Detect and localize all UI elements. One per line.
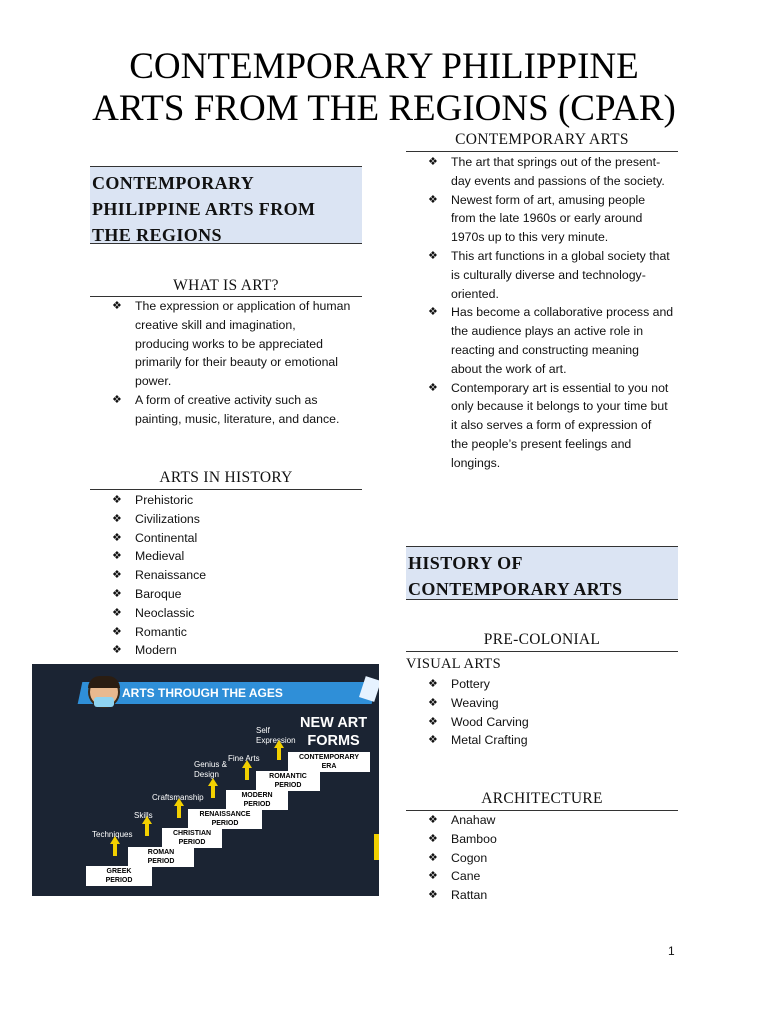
- period-label: PERIOD: [274, 781, 302, 789]
- diamond-bullet-icon: ❖: [428, 870, 438, 883]
- diamond-bullet-icon: ❖: [428, 193, 438, 206]
- list-item: ❖ Medieval: [90, 547, 370, 566]
- page-number: 1: [668, 944, 675, 958]
- up-arrow-icon: [142, 816, 152, 824]
- list-item: ❖ Has become a collaborative process and the audience plays an active role in reacting and constructing meaning about the work of art.: [428, 305, 674, 376]
- list-item: ❖ Contemporary art is essential to you not only because it belongs to your time but it also serves a form of expression of the people’s present feelings and longings.: [428, 380, 669, 470]
- diamond-bullet-icon: ❖: [112, 531, 122, 544]
- list-item: ❖ Weaving: [406, 694, 686, 713]
- list-item: ❖ Cane: [406, 867, 686, 886]
- skill-label: Genius & Design: [194, 760, 227, 779]
- list-item: ❖ Renaissance: [90, 566, 370, 585]
- up-arrow-icon: [110, 836, 120, 844]
- period-step: [162, 828, 222, 848]
- diamond-bullet-icon: ❖: [112, 569, 122, 582]
- architecture-heading: ARCHITECTURE: [481, 790, 603, 807]
- list-item: ❖ Bamboo: [406, 830, 686, 849]
- skill-label: Techniques: [92, 830, 133, 839]
- period-step: [226, 790, 288, 810]
- what-is-art-heading: WHAT IS ART?: [173, 277, 279, 294]
- divider: [90, 489, 362, 490]
- diamond-bullet-icon: ❖: [112, 494, 122, 506]
- right-banner-line: HISTORY OF: [408, 553, 523, 573]
- list-item: ❖ Continental: [90, 529, 370, 548]
- skill-label: Skills: [134, 811, 153, 820]
- list-item: ❖ Neoclassic: [90, 604, 370, 623]
- diamond-bullet-icon: ❖: [428, 381, 438, 394]
- up-arrow-shaft: [113, 844, 117, 856]
- diamond-bullet-icon: ❖: [428, 715, 438, 728]
- list-item: ❖ The expression or application of human creative skill and imagination, producing works to be appreciated primarily for their beauty or emotional power.: [112, 299, 351, 389]
- list-item: ❖ Romantic: [90, 623, 370, 642]
- period-step: [256, 771, 320, 791]
- period-step: [188, 809, 262, 829]
- list-item: ❖ Cogon: [406, 849, 686, 868]
- divider: [406, 151, 678, 152]
- visual-arts-label: VISUAL ARTS: [406, 656, 501, 672]
- pre-colonial-heading: PRE-COLONIAL: [483, 631, 601, 648]
- title-line-1: CONTEMPORARY PHILIPPINE: [129, 46, 639, 87]
- period-label: ERA: [321, 762, 337, 770]
- list-item: ❖ Civilizations: [90, 510, 370, 529]
- arts-through-the-ages-figure: [32, 664, 379, 896]
- skill-label: Self Expression: [256, 726, 296, 745]
- diamond-bullet-icon: ❖: [112, 300, 122, 312]
- up-arrow-shaft: [145, 824, 149, 836]
- diamond-bullet-icon: ❖: [428, 678, 438, 690]
- arts-in-history-list: [90, 491, 370, 660]
- period-label: PERIOD: [211, 819, 239, 827]
- diamond-bullet-icon: ❖: [428, 889, 438, 902]
- diamond-bullet-icon: ❖: [112, 550, 122, 563]
- new-art-forms-label: NEW ART FORMS: [300, 715, 368, 749]
- diamond-bullet-icon: ❖: [428, 814, 438, 826]
- avatar-mask-icon: [94, 697, 114, 707]
- period-step: [128, 847, 194, 867]
- period-label: PERIOD: [147, 857, 175, 865]
- left-banner-line: THE REGIONS: [92, 225, 222, 245]
- period-label: PERIOD: [105, 876, 133, 884]
- up-arrow-shaft: [211, 786, 215, 798]
- skill-label: Craftsmanship: [152, 793, 204, 802]
- diamond-bullet-icon: ❖: [112, 587, 122, 600]
- diamond-bullet-icon: ❖: [112, 644, 122, 657]
- right-banner-line: CONTEMPORARY ARTS: [408, 579, 623, 599]
- period-label: PERIOD: [243, 800, 271, 808]
- up-arrow-icon: [274, 740, 284, 748]
- list-item: ❖ Modern: [90, 641, 370, 660]
- arts-in-history-heading: ARTS IN HISTORY: [159, 469, 293, 486]
- diamond-bullet-icon: ❖: [112, 512, 122, 525]
- up-arrow-icon: [242, 760, 252, 768]
- diamond-bullet-icon: ❖: [428, 832, 438, 845]
- list-item: ❖ Metal Crafting: [406, 731, 686, 750]
- period-step: [288, 752, 370, 772]
- list-item: ❖ Wood Carving: [406, 713, 686, 732]
- contemporary-arts-list: [406, 153, 696, 473]
- what-is-art-list: [90, 297, 370, 429]
- diamond-bullet-icon: ❖: [112, 606, 122, 619]
- diamond-bullet-icon: ❖: [428, 851, 438, 864]
- period-step: [86, 866, 152, 886]
- period-label: GREEK: [106, 868, 132, 875]
- up-arrow-shaft: [277, 748, 281, 760]
- up-arrow-icon: [208, 778, 218, 786]
- diamond-bullet-icon: ❖: [428, 696, 438, 709]
- left-banner-line: PHILIPPINE ARTS FROM: [92, 199, 316, 219]
- list-item: ❖ Baroque: [90, 585, 370, 604]
- corner-accent-icon: [359, 676, 379, 702]
- avatar-hair-icon: [88, 676, 120, 688]
- list-item: ❖ Prehistoric: [90, 491, 370, 510]
- up-arrow-shaft: [177, 806, 181, 818]
- corner-accent-icon: [374, 834, 379, 860]
- skill-label: Fine Arts: [228, 754, 260, 763]
- contemporary-arts-heading: CONTEMPORARY ARTS: [455, 131, 629, 148]
- visual-arts-list: [406, 675, 686, 750]
- divider: [406, 651, 678, 652]
- title-line-2: ARTS FROM THE REGIONS (CPAR): [92, 88, 676, 129]
- left-banner: [90, 166, 362, 244]
- period-label: CHRISTIAN: [172, 830, 212, 837]
- period-label: ROMANTIC: [269, 773, 307, 780]
- period-label: RENAISSANCE: [199, 811, 251, 818]
- list-item: ❖ Newest form of art, amusing people from the late 1960s or early around 1970s up to this very minute.: [428, 192, 646, 245]
- page-title: [0, 46, 768, 130]
- up-arrow-shaft: [245, 768, 249, 780]
- right-banner: [406, 546, 678, 600]
- list-item: ❖ This art functions in a global society that is culturally diverse and technology- oriented.: [428, 248, 670, 301]
- list-item: ❖ Pottery: [406, 675, 686, 694]
- list-item: ❖ A form of creative activity such as painting, music, literature, and dance.: [112, 392, 340, 426]
- left-banner-line: CONTEMPORARY: [92, 173, 255, 193]
- diamond-bullet-icon: ❖: [112, 625, 122, 638]
- diamond-bullet-icon: ❖: [428, 156, 438, 168]
- list-item: ❖ Rattan: [406, 886, 686, 905]
- diamond-bullet-icon: ❖: [112, 393, 122, 406]
- diamond-bullet-icon: ❖: [428, 249, 438, 262]
- period-label: PERIOD: [178, 838, 206, 846]
- period-label: MODERN: [241, 792, 273, 799]
- figure-banner-label: ARTS THROUGH THE AGES: [122, 686, 283, 700]
- list-item: ❖ Anahaw: [406, 811, 686, 830]
- period-label: CONTEMPORARY: [298, 754, 360, 761]
- diamond-bullet-icon: ❖: [428, 306, 438, 319]
- architecture-list: [406, 811, 686, 905]
- period-label: ROMAN: [147, 849, 175, 856]
- up-arrow-icon: [174, 798, 184, 806]
- list-item: ❖ The art that springs out of the present- day events and passions of the society.: [428, 155, 665, 188]
- diamond-bullet-icon: ❖: [428, 734, 438, 747]
